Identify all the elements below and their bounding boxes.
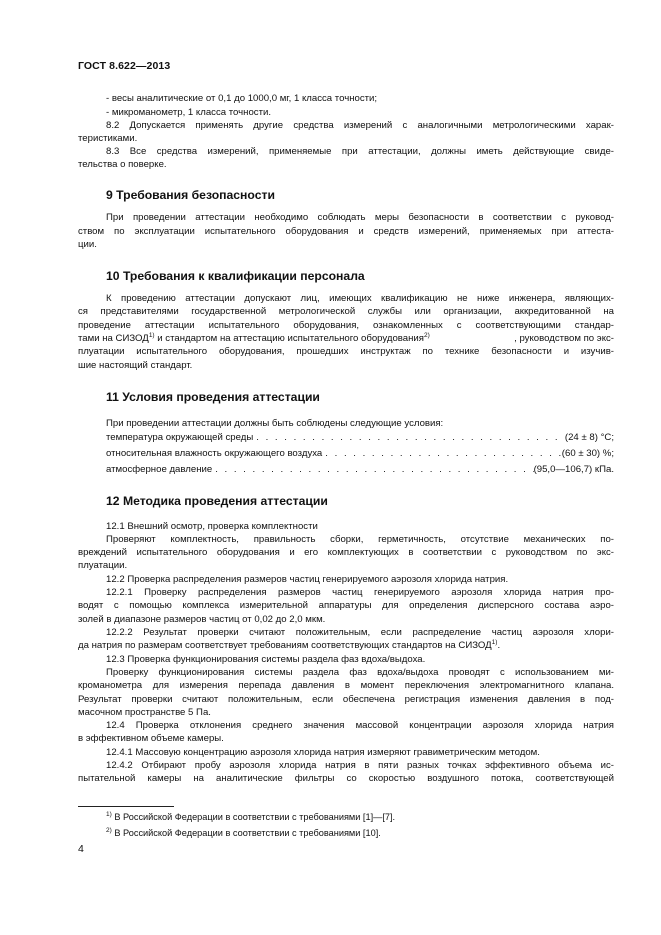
condition-value: (24 ± 8) °С; [564,432,614,443]
paragraph-line: 12.2.2 Результат проверки считают положительным, если распределение частиц аэрозоля хлори- [106,627,614,638]
footnote [106,812,395,823]
doc-header: ГОСТ 8.622—2013 [78,60,171,72]
text-segment: да натрия по размерам соответствует требованиям соответствующих стандартов на СИЗОД [78,640,492,651]
footnote-mark: 1) [106,811,112,818]
paragraph-line: 12.2.1 Проверку распределения размеров частиц генерируемого аэрозоля хлорида натрия про- [106,587,614,598]
leader-dots [322,448,562,460]
paragraph-line: ся представителями государственной метрологической службы или организации, аккредитованной на [78,306,614,317]
paragraph-line: шие настоящий стандарт. [78,360,193,371]
paragraph-line: При проведении аттестации должны быть соблюдены следующие условия: [106,418,444,429]
page-number: 4 [78,843,84,855]
condition-row [106,464,614,476]
text-segment: , руководством по экс- [514,333,614,344]
paragraph-line: 12.4 Проверка отклонения среднего значения массовой концентрации аэрозоля хлорида натрия [106,720,614,731]
paragraph-line: 12.2 Проверка распределения размеров частиц генерируемого аэрозоля хлорида натрия. [106,574,509,585]
paragraph-line: 12.3 Проверка функционирования системы раздела фаз вдоха/выдоха. [106,654,426,665]
paragraph-line: К проведению аттестации допускают лиц, имеющих квалификацию не ниже инженера, являющих- [106,293,614,304]
footnote-ref-1: 1) [491,639,498,646]
paragraph-line: плуатации испытательного оборудования, прошедших инструктаж по технике безопасности и изучив- [78,346,614,357]
condition-value: (60 ± 30) %; [561,448,614,459]
paragraph-line: пытательной камеры на аналитические фильтры со скоростью воздушного потока, соответствующей [78,773,614,784]
section-heading-9: 9 Требования безопасности [106,188,275,202]
condition-label: температура окружающей среды [106,432,254,443]
leader-dots [253,432,565,444]
paragraph-line: золей в диапазоне размеров частиц от 0,02 до 2,0 мкм. [78,614,326,625]
footnote-ref-2: 2) [423,332,430,339]
footnote-text: В Российской Федерации в соответствии с требованиями [10]. [111,828,381,838]
footnote-divider [78,806,174,807]
paragraph-line: ством по эксплуатации испытательного оборудования и средств измерений, применяемых при аттеста- [78,226,614,237]
footnote-text: В Российской Федерации в соответствии с требованиями [1]—[7]. [111,812,396,822]
paragraph-line [78,333,614,345]
paragraph-line: ции. [78,239,97,250]
paragraph-line: проведение аттестации испытательного оборудования, ознакомленных с соответствующими стандар- [78,320,614,331]
paragraph-line: 8.2 Допускается применять другие средства измерений с аналогичными метрологическими харак- [106,120,614,131]
paragraph-line: Проверку функционирования системы раздела фаз вдоха/выдоха проводят с использованием ми- [106,667,614,678]
paragraph-line: 8.3 Все средства измерений, применяемые при аттестации, должны иметь действующие свиде- [106,146,614,157]
footnote-mark: 2) [106,827,112,834]
text-segment: тами на СИЗОД$^{1)}$ и стандартом на аттестацию испытательного оборудования$^{2)}$ [78,332,430,344]
paragraph-line: Проверяют комплектность, правильность сборки, герметичность, отсутствие механических по- [106,534,614,545]
list-item: - микроманометр, 1 класса точности. [106,107,272,118]
paragraph-line [78,640,500,652]
paragraph-line: При проведении аттестации необходимо соблюдать меры безопасности в соответствии с руковод- [106,212,614,223]
paragraph-line: в эффективном объеме камеры. [78,733,224,744]
paragraph-line: 12.4.2 Отбирают пробу аэрозоля хлорида натрия в пяти разных точках эффективного объема ис- [106,760,614,771]
condition-row [106,448,614,460]
list-item: - весы аналитические от 0,1 до 1000,0 мг, 1 класса точности; [106,93,378,104]
paragraph-line: кроманометра для измерения перепада давления в момент переключения электромагнитного клапана. [78,680,614,691]
paragraph-line: тельства о поверке. [78,159,167,170]
paragraph-line: 12.1 Внешний осмотр, проверка комплектности [106,521,318,532]
footnote-ref-1: 1) [148,332,155,339]
paragraph-line: 12.4.1 Массовую концентрацию аэрозоля хлорида натрия измеряют гравиметрическим методом. [106,747,540,758]
condition-label: относительная влажность окружающего воздуха [106,448,323,459]
leader-dots [212,464,533,476]
paragraph-line: масочном пространстве 5 Па. [78,707,211,718]
footnote [106,828,381,839]
paragraph-line: теристиками. [78,133,138,144]
paragraph-line: Результат проверки считают положительным, если обеспечена регистрация изменения давления в под- [78,694,614,705]
condition-value: (95,0—106,7) кПа. [533,464,614,475]
paragraph-line: плуатации. [78,560,128,571]
paragraph-line: водят с помощью комплекса измерительной аппаратуры для определения дисперсного состава аэро- [78,600,614,611]
condition-row [106,432,614,444]
text-segment: . [497,640,501,651]
paragraph-line: вреждений испытательного оборудования и его комплектующих в соответствии с руководством по экс- [78,547,614,558]
section-heading-10: 10 Требования к квалификации персонала [106,269,365,283]
section-heading-11: 11 Условия проведения аттестации [106,390,320,404]
condition-label: атмосферное давление [106,464,213,475]
section-heading-12: 12 Методика проведения аттестации [106,494,328,508]
